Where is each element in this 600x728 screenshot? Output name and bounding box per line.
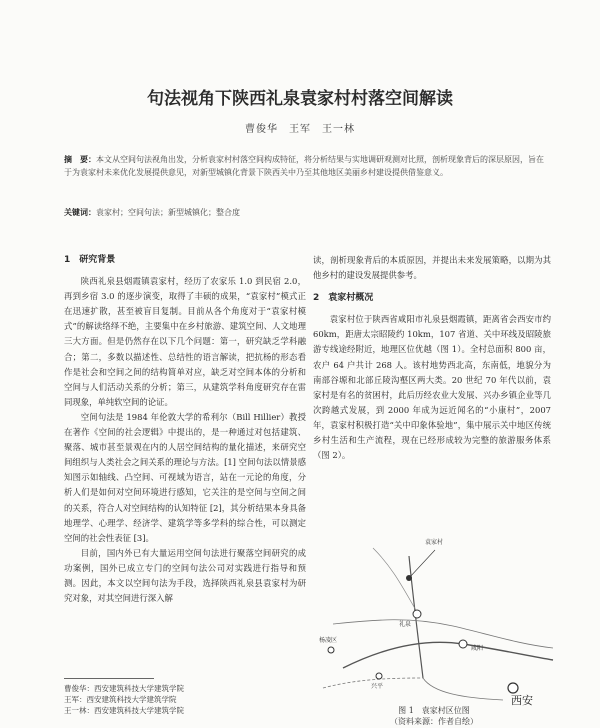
section-heading-background: 1 研究背景 (64, 255, 116, 265)
paragraph: 空间句法是 1984 年伦敦大学的希利尔（Bill Hillier）教授在著作《空间的社会逻辑》中提出的，是一种通过对包括建筑、聚落、城市甚至景观在内的人居空间结构的量化描述，来研究空间组织与人类社会之间关系的理论与方法。[1] 空间句法以情景感知图示如轴线、凸空间、可视域为语言，站在一元论的角度，分析人们是如何对空间环境进行感知，它关注的是空间与空间之间的关系，符合人对空间结构的认知特征 [2]，其分析结果本身具备地理学、心理学、经济学、建筑学等多学科的综合性，可以测定空间的社会性表征 [3]。 (64, 411, 306, 543)
keywords-label: 关键词： (64, 208, 96, 217)
paragraph: 陕西礼泉县烟霞镇袁家村，经历了农家乐 1.0 到民宿 2.0，再到乡宿 3.0 的逐步演变，取得了丰硕的成果，“袁家村”模式正在迅速扩散，甚至被盲目复制。目前从各个角度对于“袁家村模式”的解读络绎不绝，主要集中在乡村旅游、建筑空间、人文地理三大方面。但是仍然存在以下几个问题：第一，研究缺乏学科融合；第二，多数以描述性、总结性的语言解读，把抗杨的形态看作是社会和空间之间的结构简单对应，缺乏对空间本体的分析和空间与人们活动关系的分析；第三，从建筑学科角度研究存在雷同现象，单纯软空间的论证。 (64, 276, 306, 407)
footnote-divider (64, 678, 154, 679)
paper-title: 句法视角下陕西礼泉袁家村村落空间解读 (147, 89, 453, 109)
paragraph: 袁家村位于陕西省咸阳市礼泉县烟霞镇，距离省会西安市约 60km，距唐太宗昭陵约 10km，107 省道、关中环线及昭陵旅游专线途经附近，地理区位优越（图 1）。全村总面积 800 亩，农户 64 户共计 268 人。该村地势西北高，东南低，地貌分为南部谷塬和北部丘陵沟壑区两大类。20 世纪 70 年代以前，袁家村是有名的贫困村，此后历经农业大发展、兴办乡镇企业等几次跨越式发展，到 2000 年成为远近闻名的“小康村”，2007 年，袁家村积极打造“关中印象体验地”，集中展示关中地区传统乡村生活和生产流程，现在已经形成较为完整的旅游服务体系（图 2）。 (313, 314, 551, 461)
map-label-xianyang: 咸阳 (471, 645, 484, 652)
paragraph-continued: 读，剖析现象背后的本质原因，并提出未来发展策略，以期为其他乡村的建设发展提供参考。 (313, 255, 551, 281)
paragraph: 目前，国内外已有大量运用空间句法进行聚落空间研究的成功案例，国外已成立专门的空间句法公司对实践进行指导和预测。因此，本文以空间句法为手段，选择陕西礼泉县袁家村为研究对象，对其空间进行深入解 (64, 547, 306, 604)
affiliation-line: 王一林：西安建筑科技大学建筑学院 (64, 706, 184, 715)
abstract-label: 摘 要： (64, 155, 96, 164)
affiliation-line: 曹俊华：西安建筑科技大学建筑学院 (64, 684, 184, 693)
figure-source: （资料来源：作者自绘） (390, 717, 478, 726)
keywords (64, 207, 544, 218)
right-column (313, 253, 551, 463)
figure-caption (313, 705, 555, 727)
location-map (313, 528, 555, 708)
figure-title: 图 1 袁家村区位图 (398, 706, 470, 715)
map-label-yangling: 杨凌区 (319, 637, 338, 644)
keywords-text: 袁家村；空间句法；新型城镇化；整合度 (96, 208, 240, 217)
map-label-xingping: 兴平 (371, 683, 384, 690)
author-list: 曹俊华 王军 王一林 (245, 124, 355, 135)
section-heading-overview: 2 袁家村概况 (313, 293, 374, 304)
abstract-text: 本文从空间句法视角出发，分析袁家村村落空间构成特征，将分析结果与实地调研观测对比照，剖析现象背后的深层原因，旨在于为袁家村未来优化发展提供意见，对新型城镇化背景下陕西关中乃至其他地区美丽乡村建设提供借鉴意义。 (64, 155, 544, 177)
map-label-yuanjiacun: 袁家村 (425, 539, 444, 546)
map-label-xian: 西安 (511, 694, 533, 707)
author-affiliations (64, 683, 184, 716)
left-column (64, 253, 306, 606)
abstract (64, 153, 544, 179)
affiliation-line: 王军：西安建筑科技大学建筑学院 (64, 695, 177, 704)
map-label-liquan: 礼泉 (399, 621, 412, 628)
